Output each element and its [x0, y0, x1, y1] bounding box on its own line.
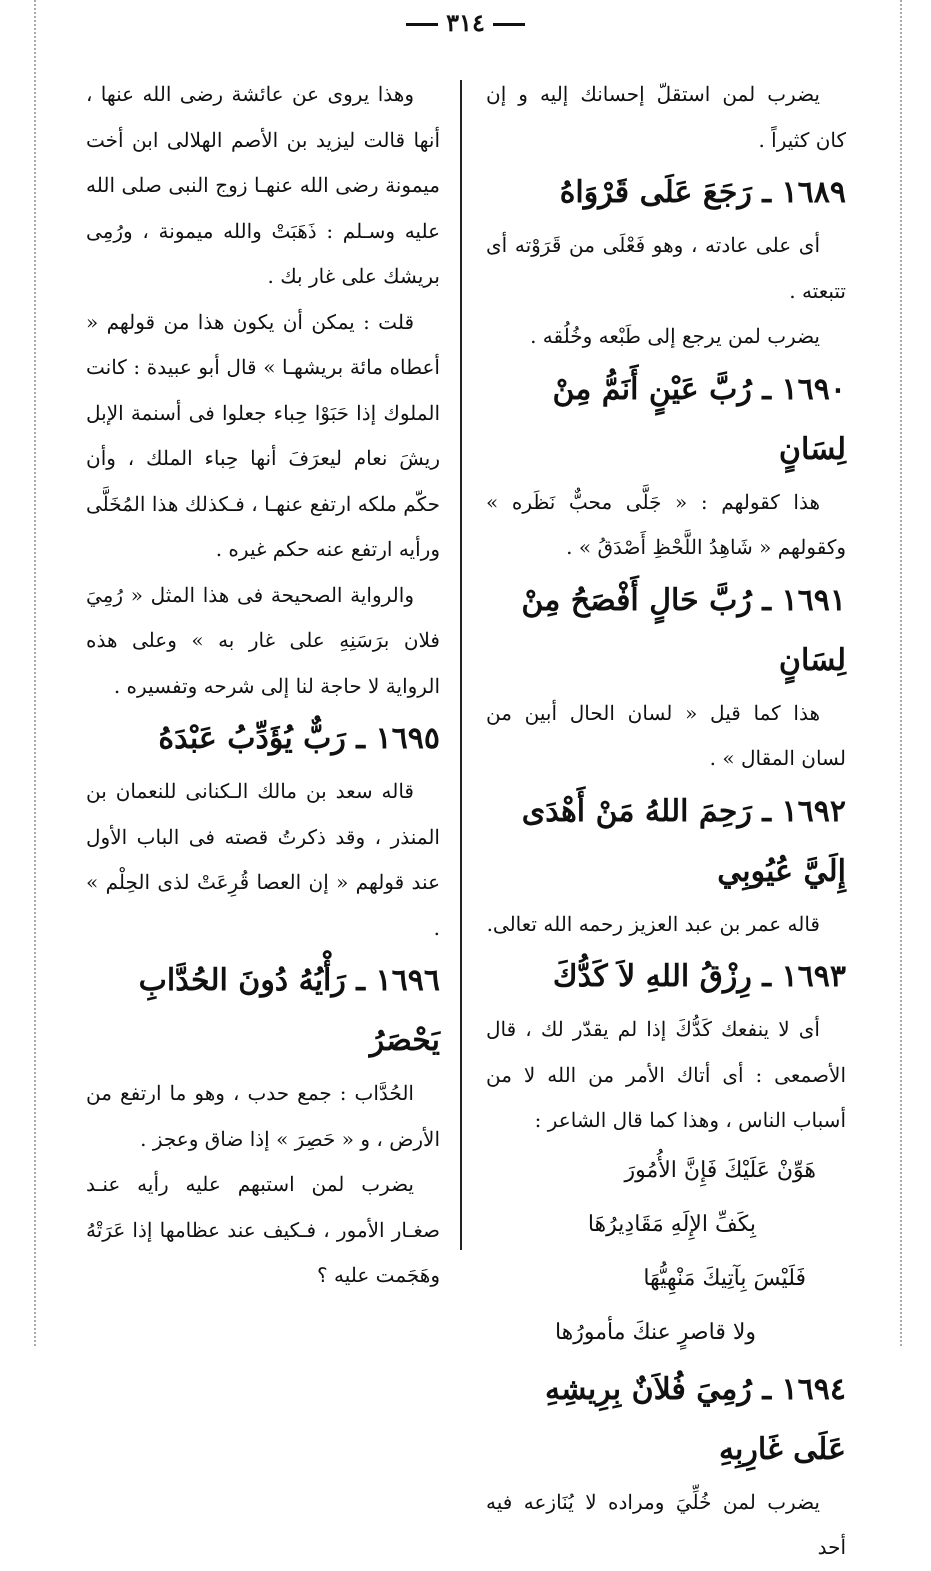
paragraph: أى على عادته ، وهو فَعْلَى من قَرَوْته أى تتبعته . — [486, 233, 846, 303]
column-divider — [460, 80, 462, 1250]
paragraph: الحُدَّاب : جمع حدب ، وهو ما ارتفع من الأرض ، و « حَصِرَ » إذا ضاق وعجز . — [86, 1081, 440, 1151]
paragraph: قاله عمر بن عبد العزيز رحمه الله تعالى. — [486, 911, 820, 936]
proverb-heading: ١٦٨٩ ـ رَجَعَ عَلَى قَرْوَاهُ — [559, 175, 846, 210]
verse-line: هَوِّنْ عَلَيْكَ فَإِنَّ الأُمُورَ — [624, 1157, 816, 1183]
paragraph: قاله سعد بن مالك الـكنانى للنعمان بن المنذر ، وقد ذكرتُ قصته فى الباب الأول عند قولهم « إن العصا قُرِعَتْ لذى الحِلْم » . — [86, 779, 440, 940]
verse-line: بِكَفِّ الإِلَهِ مَقَادِيرُهَا — [587, 1211, 756, 1237]
page-number-dash-right — [493, 23, 525, 26]
paragraph: أى لا ينفعك كَدُّكَ إذا لم يقدّر لك ، قال الأصمعى : أى أتاك الأمر من الله لا من أسباب الناس ، وهذا كما قال الشاعر : — [486, 1017, 846, 1132]
proverb-heading: ١٦٩٤ ـ رُمِيَ فُلاَنٌ بِرِيشِهِ عَلَى غَارِبِهِ — [545, 1371, 846, 1467]
proverb-heading: ١٦٩١ ـ رُبَّ حَالٍ أَفْصَحُ مِنْ لِسَانٍ — [521, 582, 846, 678]
paragraph: هذا كما قيل « لسان الحال أبين من لسان المقال » . — [486, 700, 846, 770]
proverb-heading: ١٦٩٢ ـ رَحِمَ اللهُ مَنْ أَهْدَى إِلَيَّ عُيُوبِي — [521, 793, 846, 889]
paragraph: قلت : يمكن أن يكون هذا من قولهم « أعطاه مائة بريشهـا » قال أبو عبيدة : كانت الملوك إذا حَبَوْا حِباء جعلوا فى أسنمة الإبل ريشَ نعام ليعرَفَ أنها حِباء الملك ، وأن حكّم ملكه ارتفع عنهـا ، فـكذلك هذا المُخَلَّى ورأيه ارتفع عنه حكم غيره . — [86, 309, 440, 561]
paragraph: يضرب لمن استبهم عليه رأيه عنـد صغـار الأمور ، فـكيف عند عظامها إذا عَرَتْهُ وهَجَمت عليه ؟ — [86, 1172, 440, 1287]
paragraph: هذا كقولهم : « جَلَّى محبٌّ نَظَره » وكقولهم « شَاهِدُ اللَّحْظِ أَصْدَقُ » . — [486, 489, 846, 559]
paragraph: وهذا يروى عن عائشة رضى الله عنها ، أنها قالت ليزيد بن الأصم الهلالى ابن أخت ميمونة رضى الله عنهـا زوج النبى صلى الله عليه وسـلم : ذَهَبَتْ والله ميمونة ، ورُمِى بريشك على غار بك . — [86, 82, 440, 288]
paragraph: يضرب لمن استقلّ إحسانك إليه و إن كان كثيراً . — [486, 82, 846, 152]
paragraph: يضرب لمن يرجع إلى طَبْعه وخُلُقه . — [530, 324, 820, 348]
right-margin-dots — [900, 0, 902, 1346]
page-number — [0, 8, 931, 37]
left-column — [86, 72, 440, 1299]
page-number-dash-left — [406, 23, 438, 26]
verse-line: ولا قاصرٍ عنكَ مأمورُها — [554, 1319, 756, 1345]
proverb-heading: ١٦٩٦ ـ رَأْيُهُ دُونَ الحُدَّابِ يَحْصَرُ — [138, 963, 440, 1058]
page-number-text: ٣١٤ — [446, 8, 485, 37]
paragraph: والرواية الصحيحة فى هذا المثل « رُمِيَ فلان برَسَنِهِ على غار به » وعلى هذه الرواية لا حاجة لنا إلى شرحه وتفسيره . — [86, 582, 440, 698]
proverb-heading: ١٦٩٥ ـ رَبٌّ يُؤَدِّبُ عَبْدَهُ — [158, 721, 440, 756]
proverb-heading: ١٦٩٠ ـ رُبَّ عَيْنٍ أَنَمُّ مِنْ لِسَانٍ — [552, 371, 846, 467]
verse-line: فَلَيْسَ بِآتِيكَ مَنْهِيُّهَا — [643, 1265, 806, 1291]
proverb-heading: ١٦٩٣ ـ رِزْقُ اللهِ لاَ كَدُّكَ — [552, 959, 846, 994]
paragraph: يضرب لمن خُلِّيَ ومراده لا يُنَازعه فيه أحد — [486, 1489, 846, 1559]
left-margin-dots — [34, 0, 36, 1346]
